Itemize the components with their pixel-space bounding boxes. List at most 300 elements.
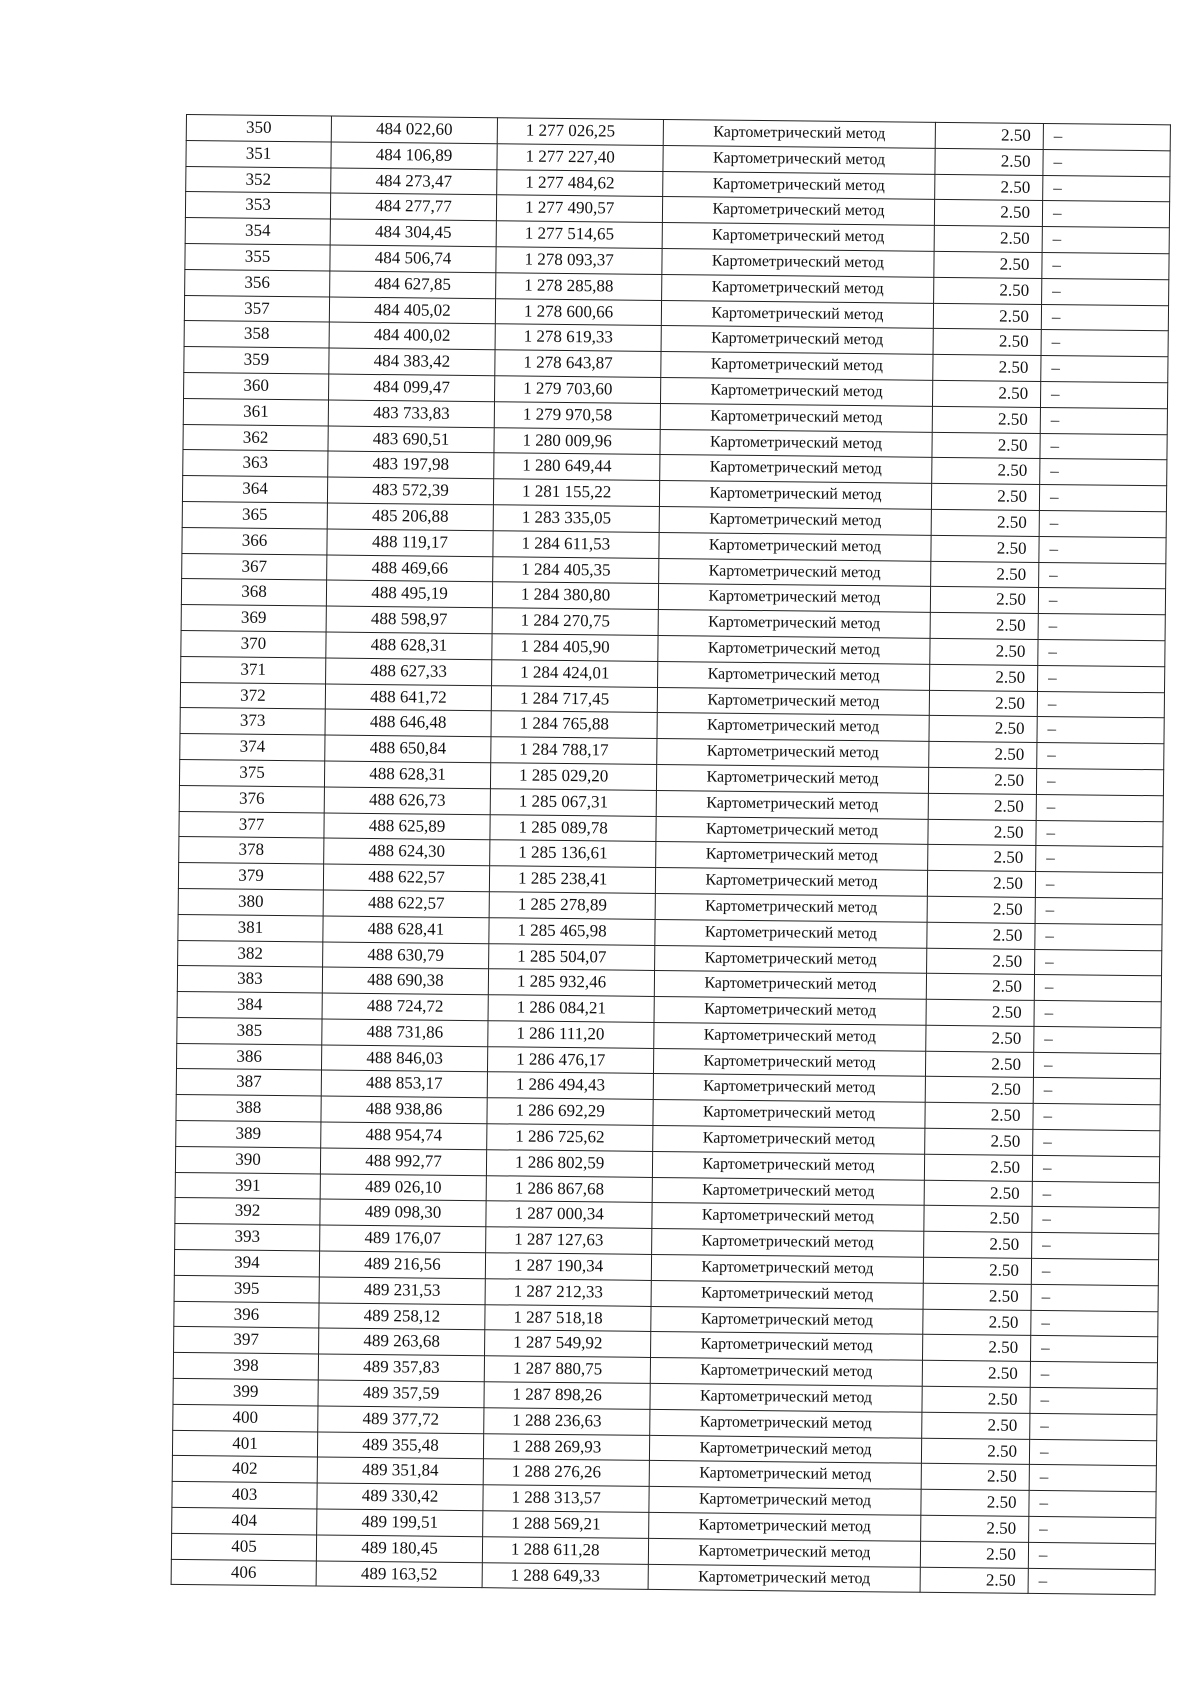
accuracy-cell: 2.50 (921, 1515, 1029, 1542)
accuracy-cell: 2.50 (926, 974, 1034, 1001)
accuracy-cell: 2.50 (922, 1412, 1030, 1439)
y-coordinate-cell: 1 287 880,75 (484, 1356, 650, 1384)
description-cell: – (1035, 923, 1162, 950)
method-cell: Картометрический метод (652, 1177, 924, 1206)
accuracy-cell: 2.50 (926, 1025, 1034, 1052)
x-coordinate-cell: 488 622,57 (323, 890, 489, 918)
method-cell: Картометрический метод (663, 171, 935, 200)
x-coordinate-cell: 489 357,83 (318, 1354, 484, 1382)
y-coordinate-cell: 1 285 089,78 (490, 814, 656, 842)
method-cell: Картометрический метод (658, 661, 930, 690)
description-cell: – (1039, 485, 1166, 512)
description-cell: – (1031, 1284, 1158, 1311)
method-cell: Картометрический метод (660, 377, 932, 406)
method-cell: Картометрический метод (658, 584, 930, 613)
x-coordinate-cell: 483 572,39 (327, 477, 493, 505)
x-coordinate-cell: 488 622,57 (323, 864, 489, 892)
y-coordinate-cell: 1 286 802,59 (486, 1150, 652, 1178)
x-coordinate-cell: 488 495,19 (326, 580, 492, 608)
method-cell: Картометрический метод (660, 403, 932, 432)
x-coordinate-cell: 489 199,51 (317, 1509, 483, 1537)
description-cell: – (1041, 304, 1168, 331)
description-cell: – (1041, 356, 1168, 383)
accuracy-cell: 2.50 (933, 303, 1041, 330)
point-number-cell: 389 (176, 1121, 321, 1148)
point-number-cell: 358 (184, 321, 329, 348)
point-number-cell: 376 (179, 785, 324, 812)
accuracy-cell: 2.50 (931, 509, 1039, 536)
accuracy-cell: 2.50 (925, 1128, 1033, 1155)
accuracy-cell: 2.50 (932, 458, 1040, 485)
point-number-cell: 384 (177, 992, 322, 1019)
point-number-cell: 402 (172, 1456, 317, 1483)
y-coordinate-cell: 1 285 238,41 (489, 866, 655, 894)
method-cell: Картометрический метод (654, 997, 926, 1026)
y-coordinate-cell: 1 288 236,63 (484, 1408, 650, 1436)
x-coordinate-cell: 489 216,56 (319, 1251, 485, 1279)
x-coordinate-cell: 489 355,48 (317, 1432, 483, 1460)
description-cell: – (1028, 1568, 1155, 1595)
accuracy-cell: 2.50 (926, 999, 1034, 1026)
point-number-cell: 360 (184, 372, 329, 399)
y-coordinate-cell: 1 277 026,25 (497, 118, 663, 146)
accuracy-cell: 2.50 (927, 870, 1035, 897)
x-coordinate-cell: 489 377,72 (318, 1406, 484, 1434)
x-coordinate-cell: 483 690,51 (328, 426, 494, 454)
accuracy-cell: 2.50 (935, 174, 1043, 201)
accuracy-cell: 2.50 (931, 561, 1039, 588)
x-coordinate-cell: 489 231,53 (319, 1277, 485, 1305)
y-coordinate-cell: 1 287 127,63 (486, 1227, 652, 1255)
x-coordinate-cell: 488 598,97 (326, 606, 492, 634)
x-coordinate-cell: 488 624,30 (324, 838, 490, 866)
method-cell: Картометрический метод (653, 1074, 925, 1103)
description-cell: – (1033, 1052, 1160, 1079)
point-number-cell: 366 (182, 527, 327, 554)
method-cell: Картометрический метод (661, 352, 933, 381)
x-coordinate-cell: 488 625,89 (324, 813, 490, 841)
y-coordinate-cell: 1 280 649,44 (494, 453, 660, 481)
method-cell: Картометрический метод (653, 1126, 925, 1155)
accuracy-cell: 2.50 (929, 716, 1037, 743)
point-number-cell: 355 (185, 243, 330, 270)
point-number-cell: 353 (185, 192, 330, 219)
method-cell: Картометрический метод (659, 481, 931, 510)
y-coordinate-cell: 1 286 692,29 (487, 1098, 653, 1126)
description-cell: – (1028, 1542, 1155, 1569)
method-cell: Картометрический метод (655, 919, 927, 948)
y-coordinate-cell: 1 285 932,46 (488, 969, 654, 997)
accuracy-cell: 2.50 (922, 1386, 1030, 1413)
y-coordinate-cell: 1 278 643,87 (495, 350, 661, 378)
accuracy-cell: 2.50 (920, 1541, 1028, 1568)
accuracy-cell: 2.50 (930, 664, 1038, 691)
y-coordinate-cell: 1 287 898,26 (484, 1382, 650, 1410)
point-number-cell: 382 (178, 940, 323, 967)
description-cell: – (1033, 1130, 1160, 1157)
method-cell: Картометрический метод (648, 1564, 920, 1593)
y-coordinate-cell: 1 285 278,89 (489, 892, 655, 920)
accuracy-cell: 2.50 (924, 1206, 1032, 1233)
point-number-cell: 397 (174, 1327, 319, 1354)
description-cell: – (1029, 1491, 1156, 1518)
description-cell: – (1034, 1001, 1161, 1028)
accuracy-cell: 2.50 (935, 148, 1043, 175)
point-number-cell: 354 (185, 218, 330, 245)
point-number-cell: 399 (173, 1378, 318, 1405)
method-cell: Картометрический метод (651, 1280, 923, 1309)
x-coordinate-cell: 489 176,07 (320, 1225, 486, 1253)
x-coordinate-cell: 485 206,88 (327, 503, 493, 531)
method-cell: Картометрический метод (648, 1538, 920, 1567)
x-coordinate-cell: 483 733,83 (328, 400, 494, 428)
y-coordinate-cell: 1 288 649,33 (482, 1562, 648, 1590)
point-number-cell: 361 (183, 398, 328, 425)
point-number-cell: 364 (182, 476, 327, 503)
method-cell: Картометрический метод (655, 945, 927, 974)
method-cell: Картометрический метод (652, 1229, 924, 1258)
accuracy-cell: 2.50 (930, 612, 1038, 639)
description-cell: – (1039, 536, 1166, 563)
accuracy-cell: 2.50 (932, 380, 1040, 407)
description-cell: – (1032, 1155, 1159, 1182)
y-coordinate-cell: 1 288 276,26 (483, 1459, 649, 1487)
point-number-cell: 374 (180, 734, 325, 761)
y-coordinate-cell: 1 287 212,33 (485, 1279, 651, 1307)
point-number-cell: 350 (186, 115, 331, 142)
accuracy-cell: 2.50 (928, 845, 1036, 872)
accuracy-cell: 2.50 (933, 355, 1041, 382)
x-coordinate-cell: 484 400,02 (329, 322, 495, 350)
description-cell: – (1030, 1413, 1157, 1440)
point-number-cell: 359 (184, 347, 329, 374)
description-cell: – (1035, 872, 1162, 899)
x-coordinate-cell: 484 106,89 (331, 142, 497, 170)
point-number-cell: 387 (176, 1069, 321, 1096)
description-cell: – (1040, 381, 1167, 408)
method-cell: Картометрический метод (659, 506, 931, 535)
accuracy-cell: 2.50 (928, 819, 1036, 846)
method-cell: Картометрический метод (659, 558, 931, 587)
method-cell: Картометрический метод (653, 1048, 925, 1077)
point-number-cell: 365 (182, 501, 327, 528)
point-number-cell: 395 (174, 1275, 319, 1302)
x-coordinate-cell: 489 163,52 (316, 1561, 482, 1589)
description-cell: – (1039, 510, 1166, 537)
method-cell: Картометрический метод (658, 610, 930, 639)
point-number-cell: 357 (184, 295, 329, 322)
y-coordinate-cell: 1 280 009,96 (494, 427, 660, 455)
accuracy-cell: 2.50 (927, 948, 1035, 975)
y-coordinate-cell: 1 285 067,31 (490, 788, 656, 816)
y-coordinate-cell: 1 277 484,62 (497, 169, 663, 197)
x-coordinate-cell: 489 263,68 (319, 1328, 485, 1356)
method-cell: Картометрический метод (655, 893, 927, 922)
accuracy-cell: 2.50 (935, 122, 1043, 149)
x-coordinate-cell: 484 277,77 (330, 193, 496, 221)
method-cell: Картометрический метод (657, 739, 929, 768)
y-coordinate-cell: 1 278 619,33 (495, 324, 661, 352)
point-number-cell: 372 (180, 682, 325, 709)
method-cell: Картометрический метод (652, 1151, 924, 1180)
accuracy-cell: 2.50 (923, 1309, 1031, 1336)
accuracy-cell: 2.50 (923, 1257, 1031, 1284)
description-cell: – (1038, 639, 1165, 666)
accuracy-cell: 2.50 (929, 690, 1037, 717)
method-cell: Картометрический метод (661, 326, 933, 355)
point-number-cell: 394 (174, 1250, 319, 1277)
x-coordinate-cell: 488 853,17 (321, 1070, 487, 1098)
point-number-cell: 370 (181, 630, 326, 657)
point-number-cell: 393 (175, 1224, 320, 1251)
point-number-cell: 405 (171, 1533, 316, 1560)
y-coordinate-cell: 1 284 405,90 (492, 634, 658, 662)
point-number-cell: 398 (173, 1353, 318, 1380)
y-coordinate-cell: 1 287 190,34 (485, 1253, 651, 1281)
description-cell: – (1040, 433, 1167, 460)
y-coordinate-cell: 1 286 725,62 (487, 1124, 653, 1152)
description-cell: – (1043, 123, 1170, 150)
point-number-cell: 363 (183, 450, 328, 477)
accuracy-cell: 2.50 (925, 1077, 1033, 1104)
x-coordinate-cell: 484 506,74 (330, 245, 496, 273)
point-number-cell: 362 (183, 424, 328, 451)
method-cell: Картометрический метод (655, 868, 927, 897)
x-coordinate-cell: 484 627,85 (330, 271, 496, 299)
description-cell: – (1038, 665, 1165, 692)
method-cell: Картометрический метод (660, 455, 932, 484)
point-number-cell: 371 (181, 656, 326, 683)
y-coordinate-cell: 1 283 335,05 (493, 505, 659, 533)
accuracy-cell: 2.50 (932, 432, 1040, 459)
point-number-cell: 375 (179, 759, 324, 786)
accuracy-cell: 2.50 (924, 1154, 1032, 1181)
method-cell: Картометрический метод (650, 1358, 922, 1387)
x-coordinate-cell: 489 351,84 (317, 1457, 483, 1485)
point-number-cell: 403 (172, 1482, 317, 1509)
point-number-cell: 386 (176, 1043, 321, 1070)
method-cell: Картометрический метод (652, 1203, 924, 1232)
method-cell: Картометрический метод (658, 635, 930, 664)
method-cell: Картометрический метод (649, 1461, 921, 1490)
point-number-cell: 377 (179, 811, 324, 838)
method-cell: Картометрический метод (656, 842, 928, 871)
method-cell: Картометрический метод (654, 1022, 926, 1051)
y-coordinate-cell: 1 278 093,37 (496, 247, 662, 275)
method-cell: Картометрический метод (662, 223, 934, 252)
point-number-cell: 404 (172, 1507, 317, 1534)
description-cell: – (1036, 794, 1163, 821)
y-coordinate-cell: 1 285 504,07 (489, 943, 655, 971)
description-cell: – (1037, 691, 1164, 718)
description-cell: – (1036, 820, 1163, 847)
y-coordinate-cell: 1 285 029,20 (490, 763, 656, 791)
point-number-cell: 381 (178, 914, 323, 941)
y-coordinate-cell: 1 286 476,17 (487, 1046, 653, 1074)
y-coordinate-cell: 1 287 000,34 (486, 1201, 652, 1229)
method-cell: Картометрический метод (657, 687, 929, 716)
y-coordinate-cell: 1 286 084,21 (488, 995, 654, 1023)
method-cell: Картометрический метод (659, 532, 931, 561)
description-cell: – (1030, 1387, 1157, 1414)
accuracy-cell: 2.50 (921, 1490, 1029, 1517)
accuracy-cell: 2.50 (923, 1283, 1031, 1310)
x-coordinate-cell: 488 938,86 (321, 1096, 487, 1124)
x-coordinate-cell: 489 098,30 (320, 1199, 486, 1227)
x-coordinate-cell: 489 180,45 (316, 1535, 482, 1563)
accuracy-cell: 2.50 (924, 1180, 1032, 1207)
y-coordinate-cell: 1 278 285,88 (496, 273, 662, 301)
point-number-cell: 385 (177, 1017, 322, 1044)
accuracy-cell: 2.50 (930, 587, 1038, 614)
description-cell: – (1036, 768, 1163, 795)
accuracy-cell: 2.50 (928, 793, 1036, 820)
y-coordinate-cell: 1 284 765,88 (491, 711, 657, 739)
method-cell: Картометрический метод (662, 197, 934, 226)
x-coordinate-cell: 484 304,45 (330, 219, 496, 247)
x-coordinate-cell: 488 731,86 (322, 1019, 488, 1047)
y-coordinate-cell: 1 285 136,61 (490, 840, 656, 868)
method-cell: Картометрический метод (654, 971, 926, 1000)
method-cell: Картометрический метод (651, 1332, 923, 1361)
accuracy-cell: 2.50 (930, 638, 1038, 665)
description-cell: – (1033, 1104, 1160, 1131)
description-cell: – (1030, 1336, 1157, 1363)
point-number-cell: 373 (180, 708, 325, 735)
coordinates-table (171, 114, 1171, 1596)
point-number-cell: 388 (176, 1095, 321, 1122)
x-coordinate-cell: 484 022,60 (331, 116, 497, 144)
x-coordinate-cell: 484 273,47 (331, 168, 497, 196)
method-cell: Картометрический метод (657, 713, 929, 742)
accuracy-cell: 2.50 (929, 741, 1037, 768)
description-cell: – (1034, 975, 1161, 1002)
accuracy-cell: 2.50 (934, 200, 1042, 227)
y-coordinate-cell: 1 288 611,28 (482, 1537, 648, 1565)
accuracy-cell: 2.50 (928, 767, 1036, 794)
y-coordinate-cell: 1 288 569,21 (483, 1511, 649, 1539)
method-cell: Картометрический метод (656, 764, 928, 793)
x-coordinate-cell: 488 628,31 (326, 632, 492, 660)
description-cell: – (1032, 1233, 1159, 1260)
x-coordinate-cell: 488 724,72 (322, 993, 488, 1021)
method-cell: Картометрический метод (662, 274, 934, 303)
x-coordinate-cell: 488 992,77 (320, 1148, 486, 1176)
accuracy-cell: 2.50 (922, 1335, 1030, 1362)
description-cell: – (1037, 743, 1164, 770)
y-coordinate-cell: 1 278 600,66 (495, 298, 661, 326)
x-coordinate-cell: 488 628,41 (323, 916, 489, 944)
accuracy-cell: 2.50 (925, 1051, 1033, 1078)
description-cell: – (1041, 330, 1168, 357)
accuracy-cell: 2.50 (931, 483, 1039, 510)
method-cell: Картометрический метод (663, 145, 935, 174)
y-coordinate-cell: 1 284 424,01 (492, 659, 658, 687)
y-coordinate-cell: 1 286 867,68 (486, 1175, 652, 1203)
x-coordinate-cell: 484 405,02 (329, 297, 495, 325)
x-coordinate-cell: 489 026,10 (320, 1174, 486, 1202)
x-coordinate-cell: 488 628,31 (324, 761, 490, 789)
description-cell: – (1029, 1465, 1156, 1492)
y-coordinate-cell: 1 286 111,20 (488, 1021, 654, 1049)
description-cell: – (1042, 278, 1169, 305)
x-coordinate-cell: 489 330,42 (317, 1483, 483, 1511)
x-coordinate-cell: 488 630,79 (323, 941, 489, 969)
point-number-cell: 392 (175, 1198, 320, 1225)
description-cell: – (1029, 1439, 1156, 1466)
description-cell: – (1042, 252, 1169, 279)
y-coordinate-cell: 1 284 788,17 (491, 737, 657, 765)
description-cell: – (1042, 201, 1169, 228)
point-number-cell: 406 (171, 1559, 316, 1586)
accuracy-cell: 2.50 (933, 329, 1041, 356)
y-coordinate-cell: 1 287 518,18 (485, 1304, 651, 1332)
method-cell: Картометрический метод (653, 1100, 925, 1129)
description-cell: – (1040, 459, 1167, 486)
accuracy-cell: 2.50 (921, 1438, 1029, 1465)
x-coordinate-cell: 488 646,48 (325, 709, 491, 737)
accuracy-cell: 2.50 (924, 1232, 1032, 1259)
point-number-cell: 401 (172, 1430, 317, 1457)
accuracy-cell: 2.50 (931, 535, 1039, 562)
method-cell: Картометрический метод (651, 1255, 923, 1284)
y-coordinate-cell: 1 284 717,45 (491, 685, 657, 713)
y-coordinate-cell: 1 287 549,92 (485, 1330, 651, 1358)
y-coordinate-cell: 1 285 465,98 (489, 917, 655, 945)
description-cell: – (1034, 1026, 1161, 1053)
accuracy-cell: 2.50 (932, 406, 1040, 433)
description-cell: – (1040, 407, 1167, 434)
description-cell: – (1031, 1258, 1158, 1285)
y-coordinate-cell: 1 279 703,60 (495, 376, 661, 404)
x-coordinate-cell: 488 954,74 (321, 1122, 487, 1150)
method-cell: Картометрический метод (649, 1435, 921, 1464)
point-number-cell: 390 (175, 1146, 320, 1173)
x-coordinate-cell: 488 846,03 (321, 1045, 487, 1073)
description-cell: – (1032, 1207, 1159, 1234)
point-number-cell: 367 (182, 553, 327, 580)
method-cell: Картометрический метод (660, 429, 932, 458)
x-coordinate-cell: 484 383,42 (329, 348, 495, 376)
method-cell: Картометрический метод (663, 120, 935, 149)
method-cell: Картометрический метод (656, 816, 928, 845)
accuracy-cell: 2.50 (934, 277, 1042, 304)
y-coordinate-cell: 1 281 155,22 (493, 479, 659, 507)
x-coordinate-cell: 488 469,66 (327, 555, 493, 583)
point-number-cell: 391 (175, 1172, 320, 1199)
x-coordinate-cell: 488 690,38 (322, 967, 488, 995)
y-coordinate-cell: 1 284 405,35 (493, 556, 659, 584)
method-cell: Картометрический метод (656, 790, 928, 819)
description-cell: – (1032, 1181, 1159, 1208)
description-cell: – (1039, 562, 1166, 589)
y-coordinate-cell: 1 284 270,75 (492, 608, 658, 636)
coordinates-table-body (171, 115, 1170, 1596)
accuracy-cell: 2.50 (927, 922, 1035, 949)
description-cell: – (1030, 1362, 1157, 1389)
method-cell: Картометрический метод (650, 1383, 922, 1412)
description-cell: – (1038, 614, 1165, 641)
method-cell: Картометрический метод (649, 1487, 921, 1516)
x-coordinate-cell: 488 626,73 (324, 787, 490, 815)
x-coordinate-cell: 489 258,12 (319, 1303, 485, 1331)
point-number-cell: 383 (177, 966, 322, 993)
method-cell: Картометрический метод (651, 1306, 923, 1335)
point-number-cell: 356 (185, 269, 330, 296)
y-coordinate-cell: 1 288 269,93 (483, 1433, 649, 1461)
y-coordinate-cell: 1 284 380,80 (492, 582, 658, 610)
x-coordinate-cell: 484 099,47 (329, 374, 495, 402)
